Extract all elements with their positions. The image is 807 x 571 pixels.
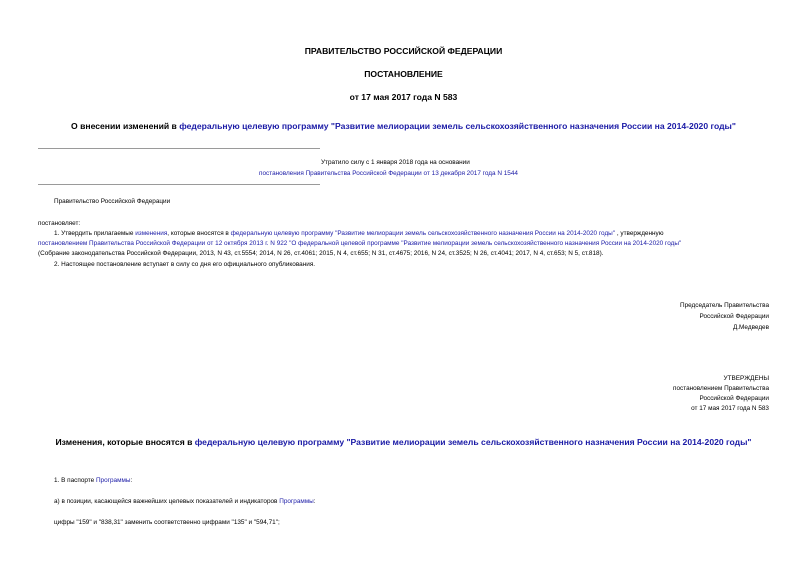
item-1-text: , утвержденную <box>616 230 664 237</box>
document-date-number: от 17 мая 2017 года N 583 <box>349 92 458 102</box>
repeal-note: Утратило силу с 1 января 2018 года на основании <box>321 159 470 166</box>
item-1-line-1 <box>54 229 664 238</box>
document-type: ПОСТАНОВЛЕНИЕ <box>364 69 443 79</box>
changes-title <box>0 437 807 447</box>
approved-date: от 17 мая 2017 года N 583 <box>691 405 769 412</box>
change-item-1-end: : <box>130 477 133 484</box>
item-2: 2. Настоящее постановление вступает в силу со дня его официального опубликования. <box>54 261 316 268</box>
signature-position: Председатель Правительства <box>680 302 769 309</box>
changes-link[interactable]: изменения <box>135 230 168 237</box>
repeal-decree-link[interactable]: постановления Правительства Российской Федерации от 13 декабря 2017 года N 1544 <box>259 170 518 177</box>
item-1-text: , которые вносятся в <box>167 230 231 237</box>
approved-heading: УТВЕРЖДЕНЫ <box>723 375 769 382</box>
decree-922-link[interactable]: постановлением Правительства Российской Федерации от 12 октября 2013 г. N 922 "О федеральной целевой программе "Развитие мелиорации земель сельскохозяйственного назначения России на 2014-2020 годы" <box>38 240 682 247</box>
program-link-inline[interactable]: федеральную целевую программу "Развитие мелиорации земель сельскохозяйственного назначения России на 2014-2020 годы" <box>230 230 616 237</box>
change-item-1 <box>54 476 132 485</box>
government-label: Правительство Российской Федерации <box>54 198 171 205</box>
document-title <box>0 121 807 131</box>
program-passport-link[interactable]: Программы <box>95 477 131 484</box>
item-1-text: 1. Утвердить прилагаемые <box>54 230 136 237</box>
item-1-line-3: (Собрание законодательства Российской Федерации, 2013, N 43, ст.5554; 2014, N 26, ст.4061; 2015, N 4, ст.655; N 31, ст.4675; 2016, N 24, ст.3525; N 26, ст.4041; 2017, N 4, ст.653; N 5, ст.818). <box>38 250 604 257</box>
signature-name: Д.Медведев <box>732 324 769 331</box>
decrees-label: постановляет: <box>38 220 81 227</box>
program-indicators-link[interactable]: Программы <box>279 498 314 505</box>
approved-by: постановлением Правительства <box>673 385 769 392</box>
document-title-prefix: О внесении изменений в <box>71 121 180 131</box>
change-item-figures: цифры "159" и "838,31" заменить соответственно цифрами "135" и "594,71"; <box>54 519 280 526</box>
divider-top <box>38 148 320 149</box>
government-name: ПРАВИТЕЛЬСТВО РОССИЙСКОЙ ФЕДЕРАЦИИ <box>304 46 503 56</box>
change-item-1a-end: : <box>313 498 316 505</box>
change-item-1a <box>54 497 316 506</box>
signature-country: Российской Федерации <box>699 313 769 320</box>
approved-country: Российской Федерации <box>699 395 769 402</box>
divider-bottom <box>38 184 320 185</box>
change-item-1-text: 1. В паспорте <box>54 477 96 484</box>
change-item-1a-text: а) в позиции, касающейся важнейших целевых показателей и индикаторов <box>54 498 280 505</box>
changes-title-prefix: Изменения, которые вносятся в <box>55 437 195 447</box>
changes-program-link[interactable]: федеральную целевую программу "Развитие мелиорации земель сельскохозяйственного назначения России на 2014-2020 годы" <box>194 437 752 447</box>
program-link[interactable]: федеральную целевую программу "Развитие мелиорации земель сельскохозяйственного назначения России на 2014-2020 годы" <box>179 121 736 131</box>
